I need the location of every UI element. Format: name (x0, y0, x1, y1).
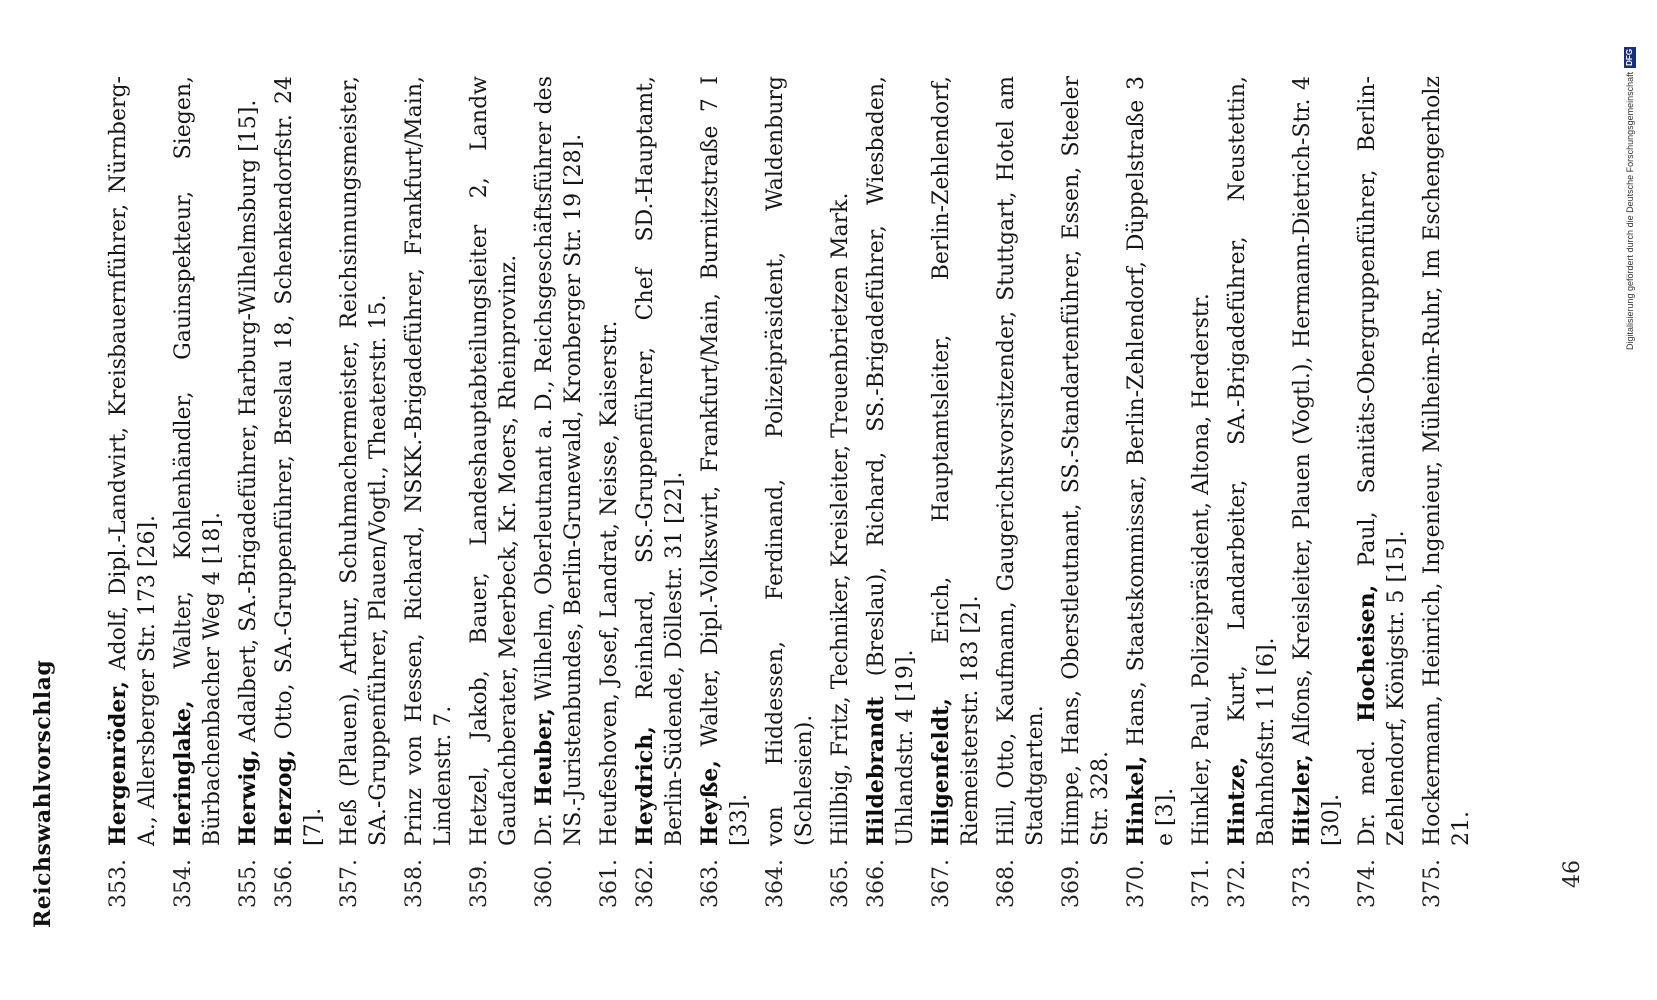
entry-number: 357. (337, 859, 362, 908)
list-item (1122, 8, 1180, 968)
entry-details: von Hiddessen, Ferdinand, Polizeipräsident, Waldenburg (Schlesien). (763, 76, 817, 846)
entry-details: Alfons, Kreisleiter, Plauen (Vogtl.), Hermann-Dietrich-Str. 4 [30]. (1290, 76, 1344, 846)
list-item (1418, 8, 1476, 968)
list-item (530, 8, 588, 968)
entry-details: Hetzel, Jakob, Bauer, Landeshauptabteilungsleiter 2, Landw Gaufachberater, Meerbeck, Kr. Moers, Rheinprovinz. (467, 76, 521, 846)
entry-number: 364. (763, 859, 788, 908)
entry-title-prefix: Dr. (532, 805, 557, 846)
entry-details: Himpe, Hans, Oberstleutnant, SS.-Standartenführer, Essen, Steeler Str. 328. (1059, 76, 1113, 846)
entry-name: Hildebrandt (863, 696, 889, 846)
entry-details: (Breslau), Richard, SS.-Brigadeführer, Wiesbaden, Uhlandstr. 4 [19]. (864, 76, 918, 846)
entry-text (465, 76, 523, 846)
entry-text (1418, 76, 1476, 846)
entry-text (400, 76, 458, 846)
entry-text (1057, 76, 1115, 846)
entry-text (104, 76, 162, 846)
list-item (696, 8, 754, 968)
entry-number: 375. (1420, 859, 1445, 908)
entry-text (335, 76, 393, 846)
list-item (104, 8, 162, 968)
entry-name: Hergenröder, (105, 680, 131, 846)
entry-details: Paul, Sanitäts-Obergruppenführer, Berlin-Zehlendorf, Königstr. 5 [15]. (1355, 76, 1409, 846)
entry-text (696, 76, 754, 846)
entry-name: Hintze, (1224, 756, 1250, 846)
entry-name: Herwig, (235, 749, 261, 846)
entry-details: Walter, Dipl.-Volkswirt, Frankfurt/Main, Burnitzstraße 7 I [33]. (698, 76, 752, 846)
entry-text (1288, 76, 1346, 846)
list-item (400, 8, 458, 968)
list-item (169, 8, 227, 968)
entry-number: 363. (698, 859, 723, 908)
entry-details: Adolf, Dipl.-Landwirt, Kreisbauernführer, Nürnberg-A., Allersberger Str. 173 [26]. (106, 76, 160, 846)
entry-name: Herzog, (271, 749, 297, 846)
entry-number: 353. (106, 859, 131, 908)
list-item (1057, 8, 1115, 968)
entry-text (761, 76, 819, 846)
page-heading: Reichswahlvorschlag (30, 659, 56, 928)
list-item (992, 8, 1050, 968)
entry-text (631, 76, 689, 846)
entry-details: Reinhard, SS.-Gruppenführer, Chef SD.-Hauptamt, Berlin-Südende, Döllestr. 31 [22]. (633, 76, 687, 846)
entry-number: 365. (828, 859, 853, 908)
entry-name: Hitzler, (1289, 754, 1315, 846)
entry-details: Hockermann, Heinrich, Ingenieur, Mülheim-Ruhr, Im Eschengerholz 21. (1420, 76, 1474, 846)
entry-text (234, 76, 263, 846)
entry-text (530, 76, 588, 846)
list-item (1223, 8, 1281, 968)
entry-number: 371. (1189, 859, 1214, 908)
list-item (270, 8, 328, 968)
entry-details: Hill, Otto, Kaufmann, Gaugerichtsvorsitzender, Stuttgart, Hotel am Stadtgarten. (994, 76, 1048, 846)
list-item (465, 8, 523, 968)
entry-list (104, 8, 1483, 968)
entry-number: 368. (994, 859, 1019, 908)
entry-name: Heringlake, (170, 700, 196, 846)
entry-text (169, 76, 227, 846)
entry-details: Hans, Staatskommissar, Berlin-Zehlendorf, Düppelstraße 3 e [3]. (1124, 76, 1178, 846)
list-item (1187, 8, 1216, 968)
entry-details: Heufeshoven, Josef, Landrat, Neisse, Kaiserstr. (597, 320, 622, 846)
page-number: 46 (1560, 860, 1585, 888)
entry-text (992, 76, 1050, 846)
entry-number: 355. (236, 859, 261, 908)
entry-number: 374. (1355, 859, 1380, 908)
rotated-page (8, 8, 1585, 968)
entry-number: 372. (1225, 859, 1250, 908)
entry-name: Hinkel, (1123, 755, 1149, 846)
entry-details: Prinz von Hessen, Richard, NSKK.-Brigadeführer, Frankfurt/Main, Lindenstr. 7. (402, 76, 456, 846)
entry-number: 356. (272, 859, 297, 908)
list-item (826, 8, 855, 968)
list-item (761, 8, 819, 968)
entry-details: Hillbig, Fritz, Techniker, Kreisleiter, Treuenbrietzen Mark. (828, 192, 853, 846)
entry-number: 358. (402, 859, 427, 908)
entry-details: Walter, Kohlenhändler, Gauinspekteur, Siegen, Bürbachenbacher Weg 4 [18]. (171, 76, 225, 846)
entry-details: Erich, Hauptamtsleiter, Berlin-Zehlendorf, Riemeisterstr. 183 [2]. (929, 76, 983, 846)
entry-number: 359. (467, 859, 492, 908)
entry-name: Hocheisen, (1354, 584, 1380, 723)
digitization-credit (1622, 10, 1638, 350)
entry-number: 367. (929, 859, 954, 908)
entry-number: 370. (1124, 859, 1149, 908)
list-item (595, 8, 624, 968)
entry-name: Heyße, (697, 760, 723, 846)
dfg-logo: DFG (1625, 48, 1634, 66)
list-item (1288, 8, 1346, 968)
entry-number: 361. (597, 859, 622, 908)
entry-text (1353, 76, 1411, 846)
entry-text (1223, 76, 1281, 846)
list-item (1353, 8, 1411, 968)
entry-name: Hilgenfeldt, (928, 698, 954, 846)
entry-text (1122, 76, 1180, 846)
entry-text (270, 76, 328, 846)
entry-details: Heß (Plauen), Arthur, Schuhmachermeister, Reichsinnungsmeister, SA.-Gruppenführer, Plauen/Vogtl., Theaterstr. 15. (337, 76, 391, 846)
entry-number: 360. (532, 859, 557, 908)
list-item (927, 8, 985, 968)
list-item (862, 8, 920, 968)
entry-text (1187, 76, 1216, 846)
list-item (234, 8, 263, 968)
entry-details: Kurt, Landarbeiter, SA.-Brigadeführer, Neustettin, Bahnhofstr. 11 [6]. (1225, 76, 1279, 846)
entry-number: 369. (1059, 859, 1084, 908)
entry-name: Heydrich, (632, 726, 658, 846)
entry-number: 362. (633, 859, 658, 908)
entry-details: Otto, SA.-Gruppenführer, Breslau 18, Schenkendorfstr. 24 [7]. (272, 76, 326, 846)
entry-text (927, 76, 985, 846)
credit-text: Digitalisierung gefördert durch die Deutsche Forschungsgemeinschaft (1625, 71, 1635, 350)
list-item (335, 8, 393, 968)
entry-number: 366. (864, 859, 889, 908)
entry-name: Heuber, (531, 708, 557, 806)
entry-title-prefix: Dr. med. (1355, 722, 1380, 846)
entry-text (595, 76, 624, 846)
entry-details: Wilhelm, Oberleutnant a. D., Reichsgeschäftsführer des NS.-Juristenbundes, Berlin-Grunewald, Kronberger Str. 19 [28]. (532, 76, 586, 846)
entry-details: Adalbert, SA.-Brigadeführer, Harburg-Wilhelmsburg [15]. (236, 99, 261, 750)
entry-number: 354. (171, 859, 196, 908)
entry-text (826, 76, 855, 846)
entry-details: Hinkler, Paul, Polizeipräsident, Altona, Herderstr. (1189, 293, 1214, 846)
entry-text (862, 76, 920, 846)
entry-number: 373. (1290, 859, 1315, 908)
list-item (631, 8, 689, 968)
